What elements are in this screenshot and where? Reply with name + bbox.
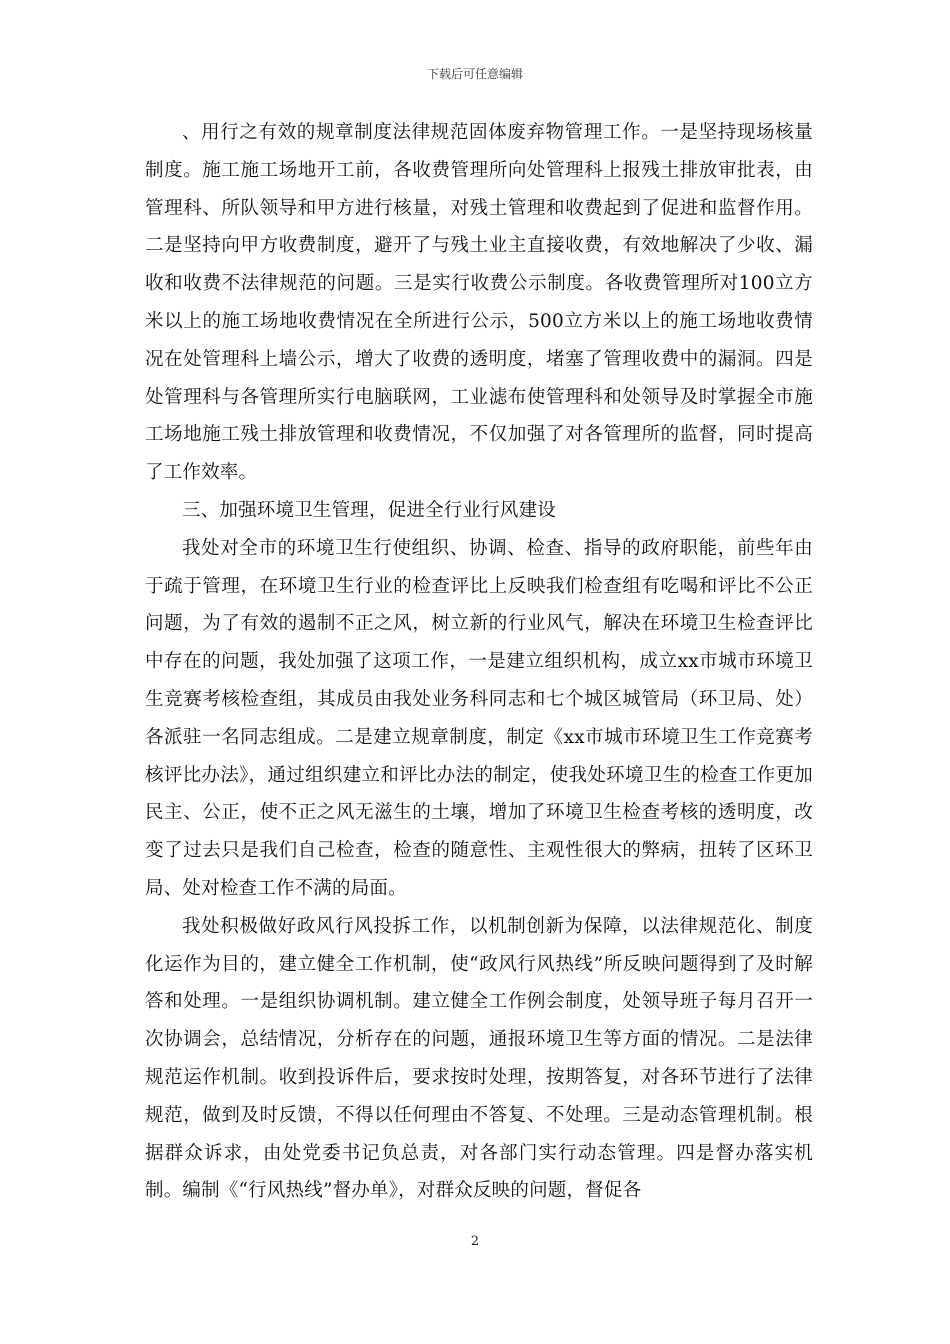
page-number: 2 (470, 1234, 480, 1249)
document-body (145, 114, 813, 1210)
paragraph-inspection: 我处对全市的环境卫生行使组织、协调、检查、指导的政府职能，前些年由于疏于管理，在环境卫生行业的检查评比上反映我们检查组有吃喝和评比不公正问题，为了有效的遏制不正之风，树立新的行业风气，解决在环境卫生检查评比中存在的问题，我处加强了这项工作，一是建立组织机构，成立xx市城市环境卫生竞赛考核检查组，其成员由我处业务科同志和七个城区城管局（环卫局、处）各派驻一名同志组成。二是建立规章制度，制定《xx市城市环境卫生工作竞赛考核评比办法》，通过组织建立和评比办法的制定，使我处环境卫生的检查工作更加民主、公正，使不正之风无滋生的土壤，增加了环境卫生检查考核的透明度，改变了过去只是我们自己检查，检查的随意性、主观性很大的弊病，扭转了区环卫局、处对检查工作不满的局面。 (145, 537, 813, 899)
section-heading-three: 三、加强环境卫生管理，促进全行业行风建设 (182, 499, 557, 521)
paragraph-hotline: 我处积极做好政风行风投拆工作，以机制创新为保障，以法律规范化、制度化运作为目的，建立健全工作机制，使“政风行风热线”所反映问题得到了及时解答和处理。一是组织协调机制。建立健全工作例会制度，处领导班子每月召开一次协调会，总结情况，分析存在的问题，通报环境卫生等方面的情况。二是法律规范运作机制。收到投诉件后，要求按时处理，按期答复，对各环节进行了法律规范，做到及时反馈，不得以任何理由不答复、不处理。三是动态管理机制。根据群众诉求，由处党委书记负总责，对各部门实行动态管理。四是督办落实机制。编制《“行风热线”督办单》，对群众反映的问题，督促各 (145, 915, 813, 1202)
page-header: 下载后可任意编辑 (426, 67, 523, 81)
paragraph-regulations: 、用行之有效的规章制度法律规范固体废弃物管理工作。一是坚持现场核量制度。施工施工场地开工前，各收费管理所向处管理科上报残土排放审批表，由管理科、所队领导和甲方进行核量，对残土管理和收费起到了促进和监督作用。二是坚持向甲方收费制度，避开了与残土业主直接收费，有效地解决了少收、漏收和收费不法律规范的问题。三是实行收费公示制度。各收费管理所对100立方米以上的施工场地收费情况在全所进行公示，500立方米以上的施工场地收费情况在处管理科上墙公示，增大了收费的透明度，堵塞了管理收费中的漏洞。四是处管理科与各管理所实行电脑联网，工业滤布使管理科和处领导及时掌握全市施工场地施工残土排放管理和收费情况，不仅加强了对各管理所的监督，同时提高了工作效率。 (145, 122, 813, 484)
